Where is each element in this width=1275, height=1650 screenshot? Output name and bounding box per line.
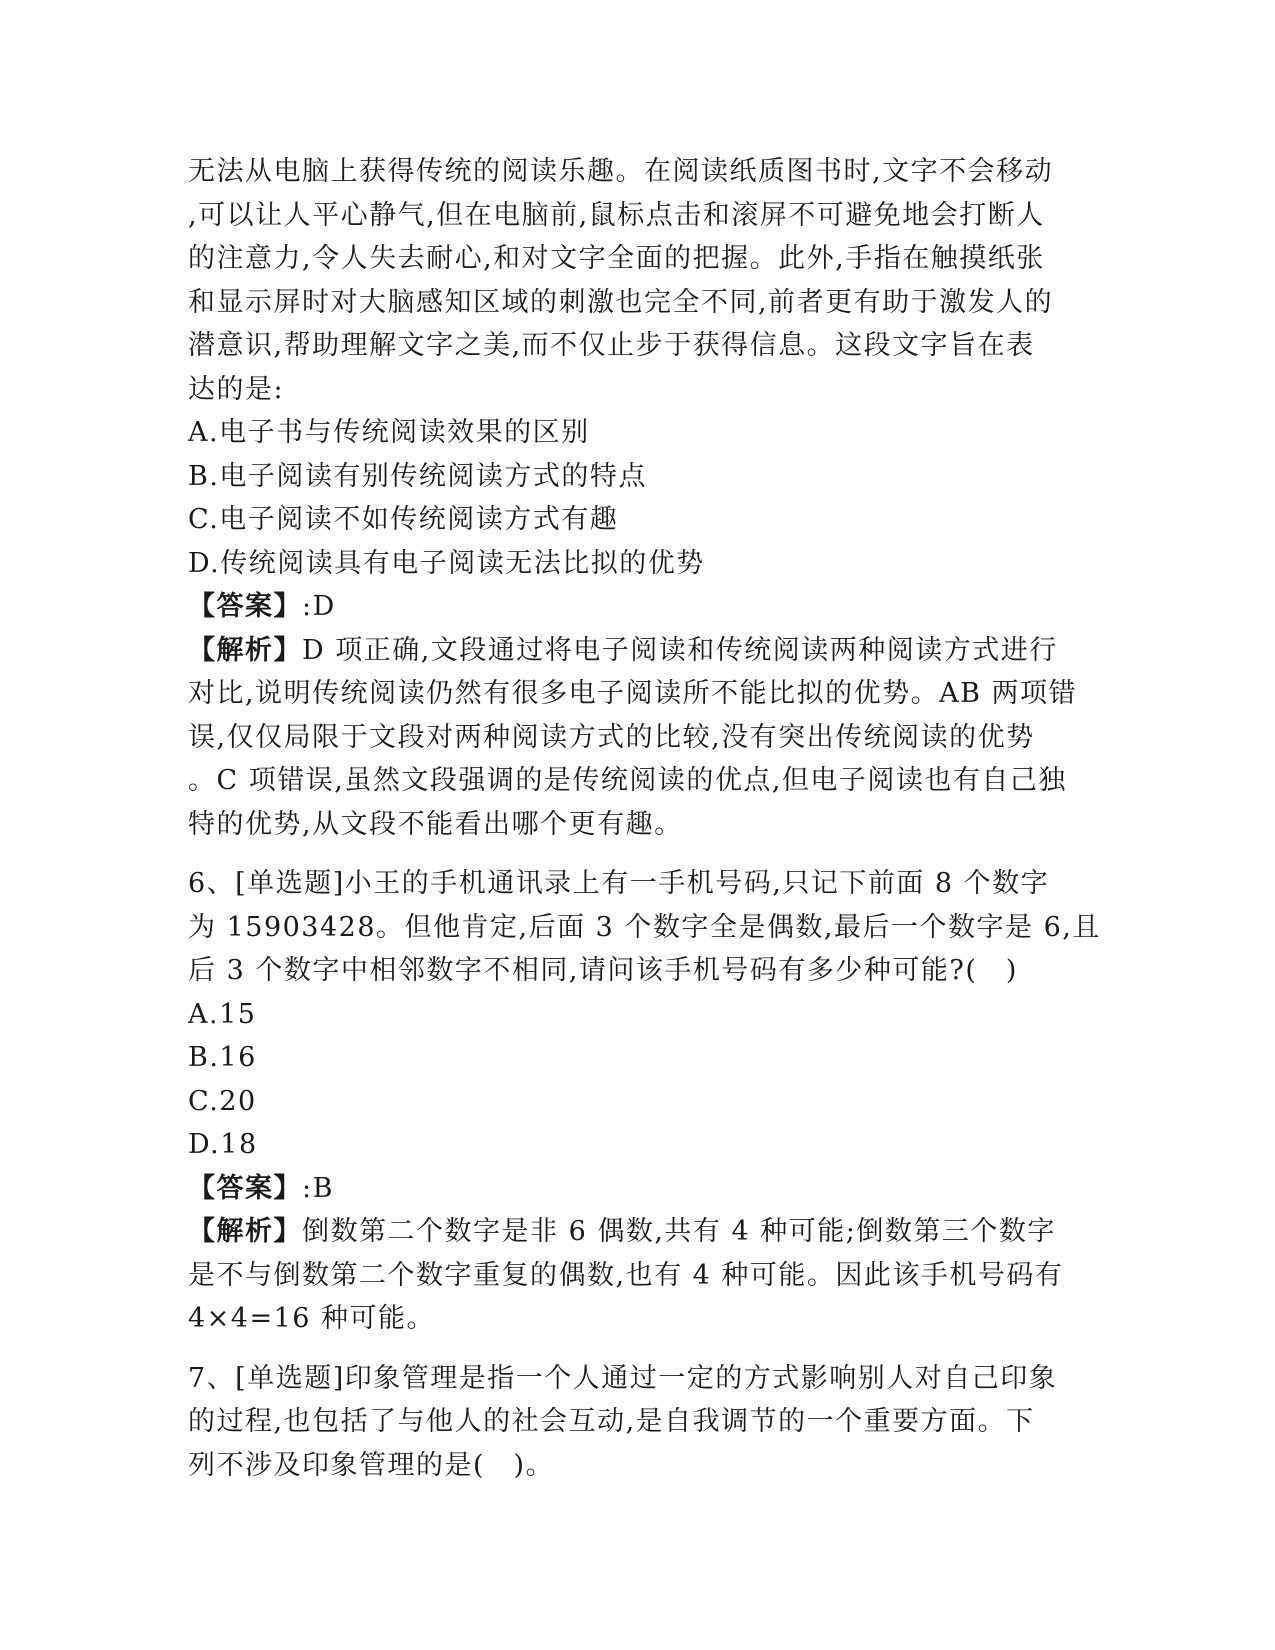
question-7	[188, 1357, 1088, 1488]
answer-value: :D	[302, 591, 336, 622]
analysis-tag: 【解析】	[188, 1216, 302, 1247]
analysis-line: 误,仅仅局限于文段对两种阅读方式的比较,没有突出传统阅读的优势	[188, 721, 1035, 753]
stem-line: 列不涉及印象管理的是( )。	[188, 1449, 555, 1481]
analysis-text: D 项正确,文段通过将电子阅读和传统阅读两种阅读方式进行	[302, 634, 1058, 666]
spacer	[188, 846, 1088, 862]
option-b: B.电子阅读有别传统阅读方式的特点	[188, 460, 647, 492]
option-b: B.16	[188, 1042, 257, 1073]
answer-line	[188, 1167, 1088, 1211]
option-a: A.电子书与传统阅读效果的区别	[188, 417, 590, 448]
stem-line: 无法从电脑上获得传统的阅读乐趣。在阅读纸质图书时,文字不会移动	[188, 156, 1054, 187]
stem-line: 潜意识,帮助理解文字之美,而不仅止步于获得信息。这段文字旨在表	[188, 330, 1035, 361]
analysis-tag: 【解析】	[188, 634, 302, 666]
option-d: D.18	[188, 1129, 258, 1160]
analysis-line: 特的优势,从文段不能看出哪个更有趣。	[188, 808, 683, 840]
option-c: C.电子阅读不如传统阅读方式有趣	[188, 504, 619, 535]
stem-line: 和显示屏时对大脑感知区域的刺激也完全不同,前者更有助于激发人的	[188, 286, 1054, 318]
stem-line: 的过程,也包括了与他人的社会互动,是自我调节的一个重要方面。下	[188, 1406, 1035, 1437]
spacer	[188, 1341, 1088, 1357]
option-d: D.传统阅读具有电子阅读无法比拟的优势	[188, 547, 705, 579]
analysis-line: 4×4=16 种可能。	[188, 1303, 436, 1334]
analysis-line: 。C 项错误,虽然文段强调的是传统阅读的优点,但电子阅读也有自己独	[188, 765, 1067, 796]
stem-line: ,可以让人平心静气,但在电脑前,鼠标点击和滚屏不可避免地会打断人	[188, 199, 1045, 231]
stem-line: 为 15903428。但他肯定,后面 3 个数字全是偶数,最后一个数字是 6,且	[188, 911, 1101, 943]
analysis-line	[188, 1210, 1088, 1254]
analysis-line: 对比,说明传统阅读仍然有很多电子阅读所不能比拟的优势。AB 两项错	[188, 678, 1078, 709]
document-page	[188, 150, 1101, 1487]
answer-line	[188, 585, 1088, 629]
option-a: A.15	[188, 998, 257, 1030]
stem-line: 后 3 个数字中相邻数字不相同,请问该手机号码有多少种可能?( )	[188, 955, 1018, 986]
answer-value: :B	[302, 1172, 334, 1204]
stem-line: 7、[单选题]印象管理是指一个人通过一定的方式影响别人对自己印象	[188, 1362, 1058, 1394]
question-5	[188, 150, 1088, 846]
answer-tag: 【答案】	[188, 591, 302, 622]
analysis-text: 倒数第二个数字是非 6 偶数,共有 4 种可能;倒数第三个数字	[302, 1216, 1056, 1247]
option-c: C.20	[188, 1085, 257, 1117]
analysis-line	[188, 629, 1088, 673]
answer-tag: 【答案】	[188, 1172, 302, 1204]
stem-line: 的注意力,令人失去耐心,和对文字全面的把握。此外,手指在触摸纸张	[188, 243, 1045, 274]
stem-line: 6、[单选题]小王的手机通讯录上有一手机号码,只记下前面 8 个数字	[188, 868, 1050, 899]
analysis-line: 是不与倒数第二个数字重复的偶数,也有 4 种可能。因此该手机号码有	[188, 1259, 1064, 1291]
question-6	[188, 862, 1101, 1341]
stem-line: 达的是:	[188, 373, 285, 405]
